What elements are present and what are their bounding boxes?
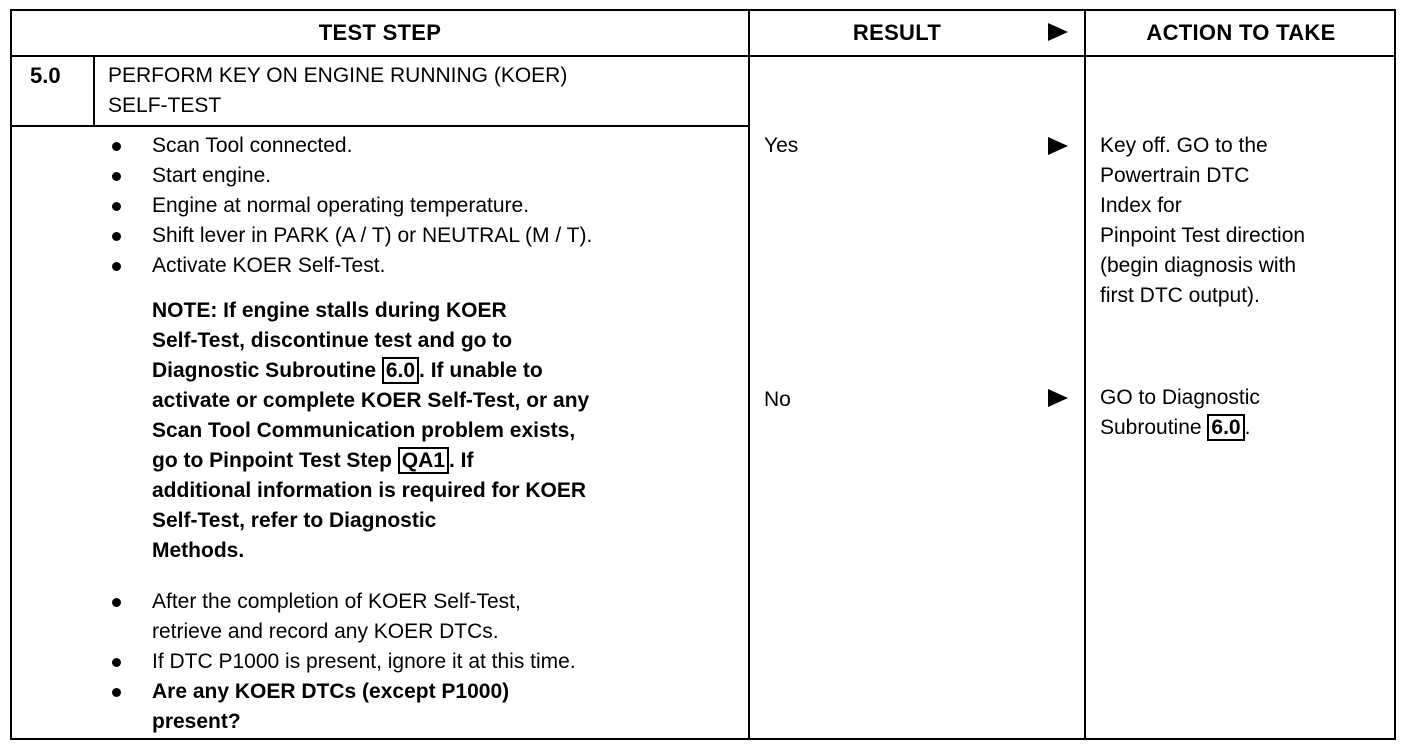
note-line1: NOTE: If engine stalls during KOER: [152, 299, 507, 322]
action-no-l1: GO to Diagnostic: [1100, 386, 1260, 409]
col-divider-step: [748, 11, 750, 738]
bullet-completion-l2: retrieve and record any KOER DTCs.: [152, 620, 499, 643]
result-no: No: [764, 388, 791, 411]
header-action: ACTION TO TAKE: [1146, 20, 1336, 45]
result-yes-arrow-icon: [1048, 137, 1068, 155]
bullet-p1000: If DTC P1000 is present, ignore it at this time.: [152, 650, 576, 673]
bullet-icon: [112, 202, 121, 211]
action-yes-l1: Key off. GO to the: [1100, 134, 1268, 157]
bullet-engine-temp: Engine at normal operating temperature.: [152, 194, 530, 217]
result-yes: Yes: [764, 134, 799, 157]
header-result: RESULT: [852, 20, 942, 45]
bullet-start-engine: Start engine.: [152, 164, 272, 187]
header-arrow-icon: [1048, 23, 1068, 41]
header-test-step: TEST STEP: [318, 20, 442, 45]
bullet-icon: [112, 688, 121, 697]
question-l1: Are any KOER DTCs (except P1000): [152, 680, 510, 703]
bullet-icon: [112, 262, 121, 271]
step-title-line2: SELF-TEST: [108, 94, 222, 117]
note-line6: go to Pinpoint Test Step QA1 . If: [152, 449, 474, 472]
action-yes-l6: first DTC output).: [1100, 284, 1260, 307]
note-line7: additional information is required for KOER: [152, 479, 587, 502]
number-cell-divider: [93, 55, 95, 127]
action-yes-l2: Powertrain DTC: [1100, 164, 1250, 187]
test-step-table: [10, 9, 1396, 740]
step-title-line1: PERFORM KEY ON ENGINE RUNNING (KOER): [108, 64, 568, 87]
subroutine-ref-box: 6.0: [382, 357, 419, 384]
result-no-arrow-icon: [1048, 389, 1068, 407]
col-divider-action: [1084, 11, 1086, 738]
note-line5: Scan Tool Communication problem exists,: [152, 419, 576, 442]
action-no-l2: Subroutine 6.0 .: [1100, 416, 1251, 439]
note-line9: Methods.: [152, 539, 245, 562]
action-subroutine-ref-box: 6.0: [1207, 414, 1244, 441]
step-number: 5.0: [30, 63, 61, 88]
bullet-icon: [112, 658, 121, 667]
action-yes-l4: Pinpoint Test direction: [1100, 224, 1306, 247]
bullet-scan-tool: Scan Tool connected.: [152, 134, 353, 157]
note-line8: Self-Test, refer to Diagnostic: [152, 509, 437, 532]
bullet-icon: [112, 232, 121, 241]
action-yes-l5: (begin diagnosis with: [1100, 254, 1297, 277]
action-yes-l3: Index for: [1100, 194, 1182, 217]
pinpoint-ref-box: QA1: [398, 447, 449, 474]
question-l2: present?: [152, 710, 241, 733]
bullet-icon: [112, 172, 121, 181]
bullet-icon: [112, 142, 121, 151]
note-line4: activate or complete KOER Self-Test, or any: [152, 389, 590, 412]
bullet-icon: [112, 598, 121, 607]
bullet-activate-koer: Activate KOER Self-Test.: [152, 254, 386, 277]
note-line2: Self-Test, discontinue test and go to: [152, 329, 513, 352]
bullet-shift-lever: Shift lever in PARK (A / T) or NEUTRAL (M / T).: [152, 224, 593, 247]
bullet-completion-l1: After the completion of KOER Self-Test,: [152, 590, 521, 613]
note-line3: Diagnostic Subroutine 6.0 . If unable to: [152, 359, 543, 382]
title-divider: [12, 125, 748, 127]
header-divider: [12, 55, 1394, 57]
